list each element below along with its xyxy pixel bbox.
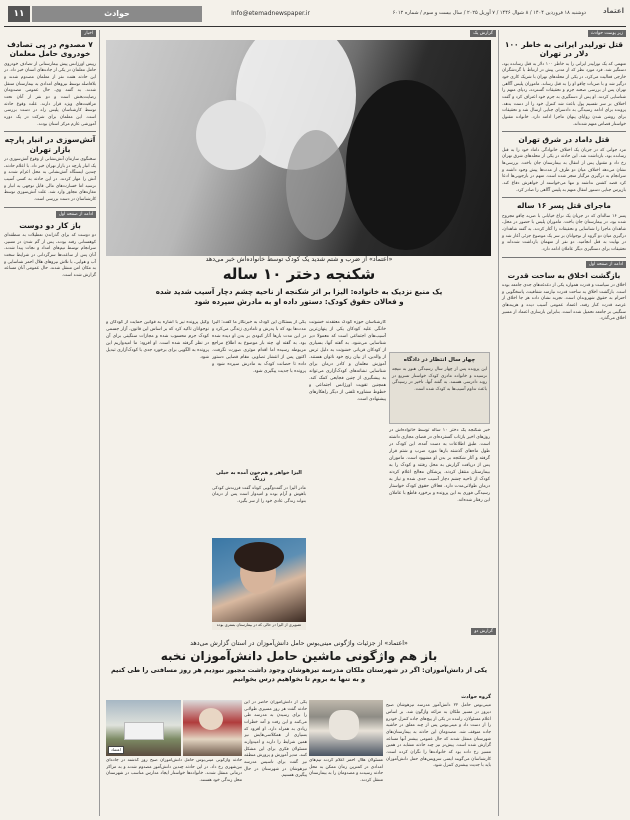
bottom-text-3: مسئولان هلال احمر اعلام کردند تیم‌های امدادی در کمترین زمان ممکن به محل حادثه رسیدند و مصدومان را به بیمارستان منتقل کردند. [309,758,383,783]
date-line: دوشنبه ۱۸ فروردین ۱۴۰۴ / ۸ شوال ۱۴۴۶ / ۷ آوریل ۲۰۲۵ / سال بیست و سوم / شماره ۶۰۱۲ [392,10,586,16]
right-story1-body: متهمی که یک تورلیدر ایرانی را به خاطر ۱۰۰ دلار به قتل رسانده بود، دستگیر شد. فرد مورد نظر که از مدتی پیش در ارتباط با گردشگران خارجی فعالیت می‌کرد، در یکی از محله‌های تهران با شریک کاری خود درگیر شد و با ضربات چاقو او را به قتل رساند. ماموران پلیس آگاهی تهران پس از بررسی صحنه جرم و تحقیقات گسترده، ردپای متهم را شناسایی کردند. او پس از دستگیری به جرم خود اعتراف کرد و گفت اختلاف بر سر تقسیم پول باعث شد کنترل خود را از دست بدهد. پرونده برای ادامه رسیدگی به دادسرای جنایی ارسال شد و تحقیقات برای روشن شدن زوایای پنهان ماجرا ادامه دارد. خانواده مقتول خواستار قصاص متهم شده‌اند. [502,61,626,127]
main-col1-lead [389,320,490,350]
sidebar-title: چهار سال انتظار در دادگاه [403,357,476,363]
header-divider [4,26,626,27]
left-column [4,30,100,816]
bottom-headline: باز هم واژگونی ماشین حامل دانش‌آموزان نخبه [160,649,438,663]
sidebar-body: این پرونده پس از چهار سال رسیدگی هنوز به نتیجه نرسیده و خانواده مادری کودک خواستار تسریع در روند دادرسی هستند. به گفته آنها، تاخیر در رسیدگی باعث تداوم آسیب‌ها به کودک شده است. [392,366,487,392]
bottom-sub-line1: یکی از دانش‌آموزان: اگر در شهرستان ملکان مدرسه تیزهوشان وجود داشت مجبور نبودیم هر روز مسافتی را طی کنیم [110,666,488,674]
bottom-text-1: حادثه واژگونی مینی‌بوس حامل دانش‌آموزان صبح روز گذشته در جاده‌ای بین‌شهری رخ داد. در این حادثه چندین دانش‌آموز مصدوم شدند و به مراکز درمانی منتقل شدند. خانواده‌ها خواستار ایجاد مدارس مناسب در شهرستان محل زندگی خود هستند. [106,758,242,783]
bottom-subhead [106,666,492,684]
bottom-text4-body: مینی‌بوس حامل ۲۲ دانش‌آموز مدرسه تیزهوشان صبح دیروز در مسیر ملکان به مراغه واژگون شد. بر اساس اعلام مسئولان، راننده در یکی از پیچ‌های جاده کنترل خودرو را از دست داد و مینی‌بوس پس از چند معلق در حاشیه جاده متوقف شد. مصدومان این حادثه به بیمارستان‌های شهرستان منتقل شدند که حال عمومی بیشتر آنها مساعد گزارش شده است. پیش‌تر نیز چند حادثه مشابه در همین مسیر رخ داده بود که خانواده‌ها را نگران کرده است. کارشناسان می‌گویند ایمنی سرویس‌های حمل دانش‌آموزان باید با جدیت بیشتری کنترل شود. [386,703,491,769]
main-col4-body: وکیل پرونده نیز با اشاره به قوانین حمایت از کودکان و نوجوانان تاکید کرد که بر اساس این قانون، آزار جسمی کودک جرم محسوب شده و مجازات سنگینی برای آن در نظر گرفته شده است. او افزود: ما امیدواریم این پرونده به الگویی برای برخورد جدی با کودک‌آزاری تبدیل شود. [106,320,209,360]
newspaper-logo: اعتماد [603,7,624,15]
bottom-text-4 [386,692,491,816]
students-hospital-photo [309,700,383,756]
main-subhead-line1: یک منبع نزدیک به خانواده: الیزا بر اثر شکنجه از ناحیه چشم دچار آسیب شدید شده [155,287,443,296]
logo-badge: اعتماد [108,746,124,754]
divider [4,207,96,208]
right-story3-title: ماجرای قتل پسر ۱۶ ساله [517,201,611,211]
left-story3-title: باز کار دو دوست [19,220,81,230]
bottom-story-tag: گزارش دو [471,628,496,636]
divider [502,257,626,258]
right-bottom-tag: ادامه از صفحه اول [586,261,626,268]
child-hospital-photo [212,538,306,622]
bottom-sub-line2: و به تنها به بروم تا بخواهیم درس بخوانیم [232,675,366,684]
left-story1-body: رییس اورژانس پیش بیمارستانی از تصادف خودروی حامل معلمان در یکی از جاده‌های استان خبر داد. در این حادثه هفت نفر از معلمان مصدوم شدند و بلافاصله توسط نیروهای امدادی به بیمارستان منتقل شدند. به گفته وی، حال عمومی مصدومان رضایت‌بخش است و دو نفر از آنان تحت مراقبت‌های ویژه قرار دارند. علت وقوع حادثه توسط کارشناسان پلیس راه در دست بررسی است. این معلمان برای شرکت در یک دوره آموزشی عازم مرکز استان بودند. [4,61,96,127]
right-story4-body: اخلاق در سیاست و قدرت همواره یکی از دغدغه‌های جدی جامعه بوده است. بازگشت اخلاق به ساحت قدرت نیازمند شفافیت، پاسخگویی و احترام به حقوق شهروندان است. تجربه نشان داده هر جا اخلاق از عرصه قدرت کنار رفته، اعتماد عمومی آسیب دیده و هزینه‌های سنگینی بر جامعه تحمیل شده است. بنابراین بازسازی اعتماد از مسیر اخلاق می‌گذرد. [502,282,626,322]
right-story2-title: قتل داماد در شرق تهران [518,135,610,145]
right-story4-title: بازگشت اخلاق به ساحت قدرت [507,270,621,280]
left-top-tag: اخبار [81,30,96,37]
right-top-tag: زیر پوست حوادث [588,30,626,37]
right-column [498,30,626,816]
right-story3-body: پسر ۱۶ ساله‌ای که در جریان یک نزاع خیابانی با ضربه چاقو مجروح شده بود، در بیمارستان جان باخت. ماموران پلیس با حضور در محل، شاهدان ماجرا را شناسایی و تحقیقات را آغاز کردند. به گفته شاهدان، درگیری میان دو گروه از نوجوانان بر سر یک موضوع جزئی آغاز شد و در نهایت به قتل انجامید. دو نفر از متهمان بازداشت شده‌اند و تحقیقات برای دستگیری دیگر عاملان ادامه دارد. [502,213,626,252]
right-story1-title: قتل تورلیدر ایرانی به خاطر ۱۰۰ دلار در تهران [504,40,624,59]
bottom-kicker: «اعتماد» از جزئیات واژگونی مینی‌بوس حامل دانش‌آموزان در استان گزارش می‌دهد [190,640,408,647]
page-header [4,4,626,24]
hospital-photo [183,700,242,756]
main-headline: شکنجه دختر ۱۰ ساله [222,265,376,283]
main-subhead-line2: و فعالان حقوق کودک: دستور داده او به مادرش سپرده شود [194,297,404,307]
main-col2-body: کارشناسان حوزه کودک معتقدند خشونت خانگی علیه کودکان یکی از پنهان‌ترین آسیب‌های اجتماعی است که معمولا دیر شناسایی می‌شود. به گفته آنها، بسیاری از کودکان قربانی خشونت به دلیل ترس از والدین، از بیان رنج خود ناتوان هستند. آموزش معلمان و کادر درمان برای شناسایی نشانه‌های کودک‌آزاری می‌تواند به پیشگیری از چنین فجایعی کمک کند. همچنین تقویت اورژانس اجتماعی و خطوط مشاوره تلفنی از دیگر راهکارهای پیشنهادی است. [309,320,386,402]
divider [502,197,626,198]
left-story3-body: دو دوست که برای گذراندن تعطیلات به منطقه‌ای کوهستانی رفته بودند، پس از گم شدن در مسیر، سرانجام توسط تیم‌های امداد و نجات پیدا شدند. آنان پس از ساعت‌ها سرگردانی در شرایط سخت آب و هوایی، با تلاش نیروهای هلال احمر شناسایی و به مکان امن منتقل شدند. حال عمومی آنان مساعد گزارش شده است. [4,233,96,278]
left-story2-body: سخنگوی سازمان آتش‌نشانی از وقوع آتش‌سوزی در یک انبار پارچه در بازار تهران خبر داد. با اعلام حادثه، چندین ایستگاه آتش‌نشانی به محل اعزام شدند و آتش را مهار کردند. در این حادثه به کسی آسیب نرسید اما خسارت‌های مالی قابل توجهی به انبار و مغازه‌های مجاور وارد شد. علت آتش‌سوزی توسط کارشناسان در دست بررسی است. [4,157,96,202]
left-tag2: ادامه از صفحه اول [56,211,96,218]
right-story2-body: مرد جوانی که در جریان یک اختلاف خانوادگی داماد خود را به قتل رسانده بود، بازداشت شد. این حادثه در یکی از محله‌های شرق تهران رخ داد و مقتول پس از انتقال به بیمارستان جان باخت. بررسی‌ها نشان می‌دهد اختلاف میان دو طرف از مدت‌ها پیش وجود داشته و سرانجام به درگیری مرگبار منجر شده است. متهم در بازجویی‌ها ادعا کرد قصد کشتن نداشته و تنها می‌خواسته از خواهرش دفاع کند. بازپرس جنایی دستور انتقال متهم به پلیس آگاهی را صادر کرد. [502,147,626,193]
main-kicker: «اعتماد» از ضرب و شتم شدید یک کودک توسط خانواده‌اش خبر می‌دهد [205,256,393,263]
main-sidebar-box [389,352,490,424]
divider [4,131,96,132]
main-col3-body: یکی از بستگان این کودک به خبرنگار ما گفت: الیزا مدت‌ها بود که با پدرش و نامادری زندگی می‌کرد و در این مدت بارها آثار کبودی بر بدن او دیده شده بود. به گفته او، چند بار موضوع به اطلاع مراجع مربوطه رسیده اما اقدام موثری صورت نگرفت. اکنون پس از انتشار تصاویر، مقام قضایی دستور داده تا حضانت کودک به مادرش سپرده شود و پرونده با جدیت پیگیری شود. [212,320,306,374]
main-story-tag: گزارش یک [470,30,496,38]
email-link[interactable]: Info@etemadnewspaper.ir [231,10,310,17]
main-quote-box [212,468,306,538]
section-title: حوادث [32,6,202,22]
main-story-photo [106,40,491,256]
page-number: ۱۱ [8,6,30,22]
main-col1-body: خبر شکنجه یک دختر ۱۰ ساله توسط خانواده‌اش در روزهای اخیر بازتاب گسترده‌ای در فضای مجازی داشته است. طبق اطلاعات به دست آمده، این کودک در طول ماه‌های گذشته بارها مورد ضرب و شتم قرار گرفته و آثار شکنجه بر بدن او مشهود است. ماموران پس از دریافت گزارش به محل رفتند و کودک را به بیمارستان منتقل کردند. پزشکان معالج اعلام کردند کودک از ناحیه چشم دچار آسیب جدی شده و نیاز به درمان طولانی‌مدت دارد. فعالان حقوق کودک خواستار رسیدگی فوری به این پرونده و برخورد قاطع با عاملان این رفتار شده‌اند. [389,428,490,503]
main-subhead [106,287,492,307]
left-story1-title: ۷ مصدوم در پی تصادف خودروی حامل معلمان [7,40,93,59]
quote-body: مادر الیزا در گفت‌وگویی کوتاه گفت فرزندش کودکی باهوش و آرام بوده و امیدوار است پس از درمان بتواند زندگی عادی خود را از سر بگیرد. [212,485,306,504]
bottom-text4-title: گروه حوادث [461,694,491,700]
divider [502,131,626,132]
quote-title: الیزا خواهر و هم‌خون آمده به خیلی زرنگ [216,470,302,483]
photo-caption: تصویری از الیزا در حالی که در بیمارستان بستری بوده [212,622,306,630]
left-story2-title: آتش‌سوزی در انبار پارچه بازار تهران [4,135,96,154]
bottom-text-2: یکی از دانش‌آموزان حاضر در این حادثه گفت هر روز مسیری طولانی را برای رسیدن به مدرسه طی می‌کنند و این رفت و آمد خطرات زیادی به همراه دارد. او افزود که بسیاری از همکلاسی‌هایش نیز همین شرایط را دارند و امیدوارند مسئولان فکری برای این مشکل کنند. مدیر آموزش و پرورش منطقه نیز گفت برای تاسیس مدرسه تیزهوشان در شهرستان در حال پیگیری هستیم. [244,700,307,779]
